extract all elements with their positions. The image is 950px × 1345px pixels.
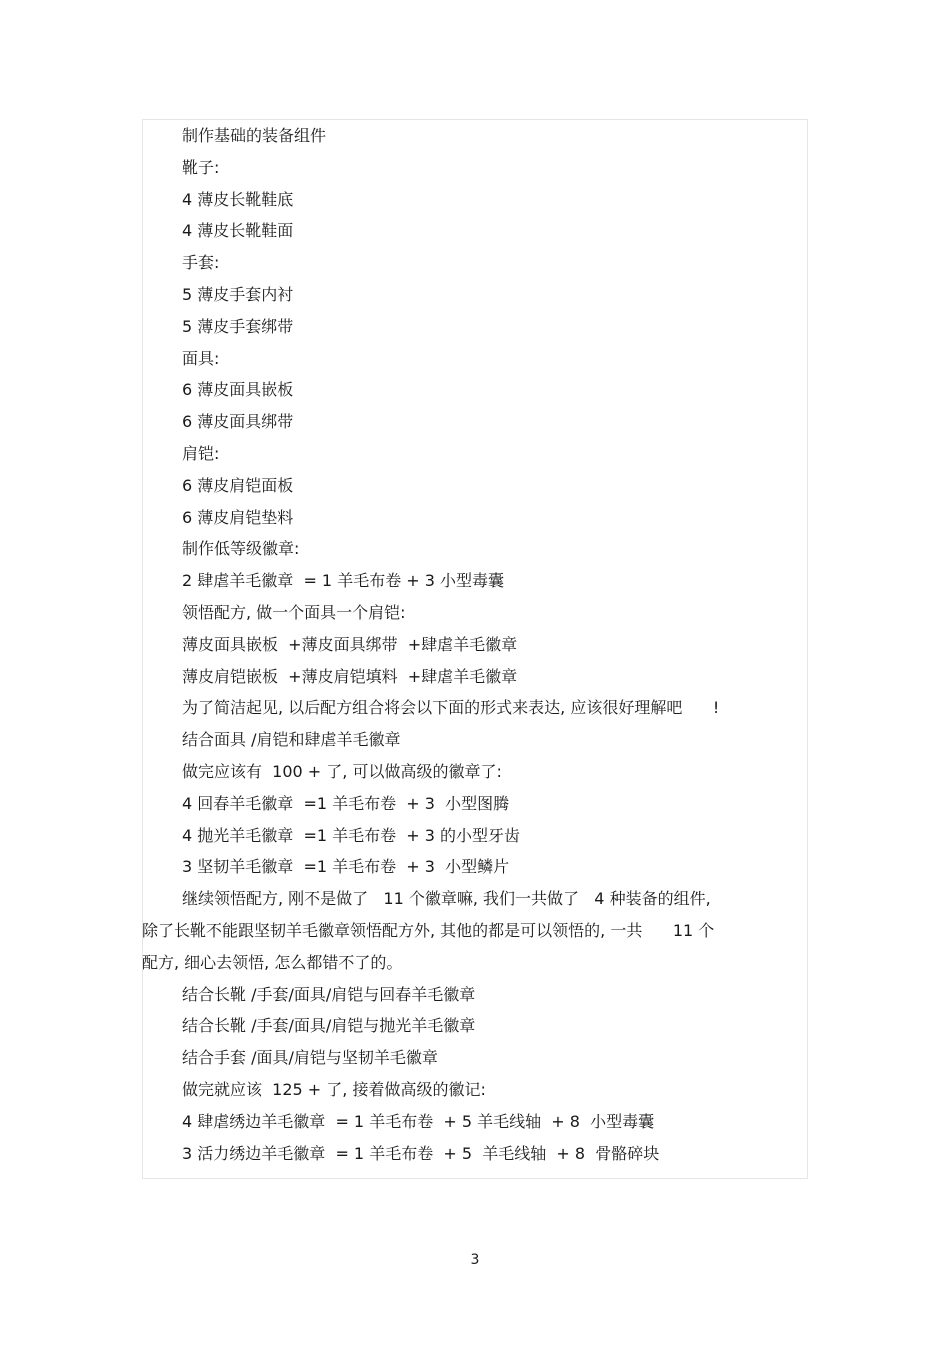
text-line: 6 薄皮肩铠垫料	[182, 507, 294, 527]
text-line: 除了长靴不能跟坚韧羊毛徽章领悟配方外, 其他的都是可以领悟的, 一共 11 个	[142, 920, 715, 940]
text-line: 4 抛光羊毛徽章 =1 羊毛布卷 + 3 的小型牙齿	[182, 825, 521, 845]
text-line: 薄皮肩铠嵌板 +薄皮肩铠填料 +肆虐羊毛徽章	[182, 666, 518, 686]
text-line: 4 回春羊毛徽章 =1 羊毛布卷 + 3 小型图腾	[182, 793, 510, 813]
text-line: 6 薄皮面具嵌板	[182, 380, 294, 400]
text-line: 肩铠:	[182, 443, 220, 463]
document-body	[142, 120, 808, 1169]
text-line: 面具:	[182, 348, 220, 368]
text-line: 5 薄皮手套内衬	[182, 284, 294, 304]
text-line: 手套:	[182, 253, 220, 273]
text-line: 5 薄皮手套绑带	[182, 316, 294, 336]
text-line: 薄皮面具嵌板 +薄皮面具绑带 +肆虐羊毛徽章	[182, 634, 518, 654]
text-line: 6 薄皮肩铠面板	[182, 475, 294, 495]
text-line: 制作低等级徽章:	[182, 539, 300, 559]
text-line: 做完就应该 125 + 了, 接着做高级的徽记:	[182, 1079, 486, 1099]
text-line: 4 薄皮长靴鞋面	[182, 221, 294, 241]
text-line: 2 肆虐羊毛徽章 = 1 羊毛布卷 + 3 小型毒囊	[182, 571, 505, 591]
text-line: 结合长靴 /手套/面具/肩铠与抛光羊毛徽章	[182, 1016, 476, 1036]
text-line: 结合手套 /面具/肩铠与坚韧羊毛徽章	[182, 1048, 438, 1068]
page-number: 3	[470, 1252, 480, 1268]
text-line: 靴子:	[182, 157, 220, 177]
text-line: 结合面具 /肩铠和肆虐羊毛徽章	[182, 730, 401, 750]
text-line: 3 坚韧羊毛徽章 =1 羊毛布卷 + 3 小型鳞片	[182, 857, 510, 877]
text-line: 做完应该有 100 + 了, 可以做高级的徽章了:	[182, 761, 502, 781]
text-line: 配方, 细心去领悟, 怎么都错不了的。	[142, 952, 403, 972]
text-line: 继续领悟配方, 刚不是做了 11 个徽章嘛, 我们一共做了 4 种装备的组件,	[182, 889, 711, 909]
text-line: 6 薄皮面具绑带	[182, 412, 294, 432]
text-line: 4 薄皮长靴鞋底	[182, 189, 294, 209]
text-line: 4 肆虐绣边羊毛徽章 = 1 羊毛布卷 + 5 羊毛线轴 + 8 小型毒囊	[182, 1111, 655, 1131]
text-line: 结合长靴 /手套/面具/肩铠与回春羊毛徽章	[182, 984, 476, 1004]
text-line: 制作基础的装备组件	[182, 126, 327, 145]
text-line: 领悟配方, 做一个面具一个肩铠:	[182, 602, 406, 622]
text-line: 3 活力绣边羊毛徽章 = 1 羊毛布卷 + 5 羊毛线轴 + 8 骨骼碎块	[182, 1143, 660, 1163]
text-line: 为了简洁起见, 以后配方组合将会以下面的形式来表达, 应该很好理解吧 !	[182, 698, 720, 718]
